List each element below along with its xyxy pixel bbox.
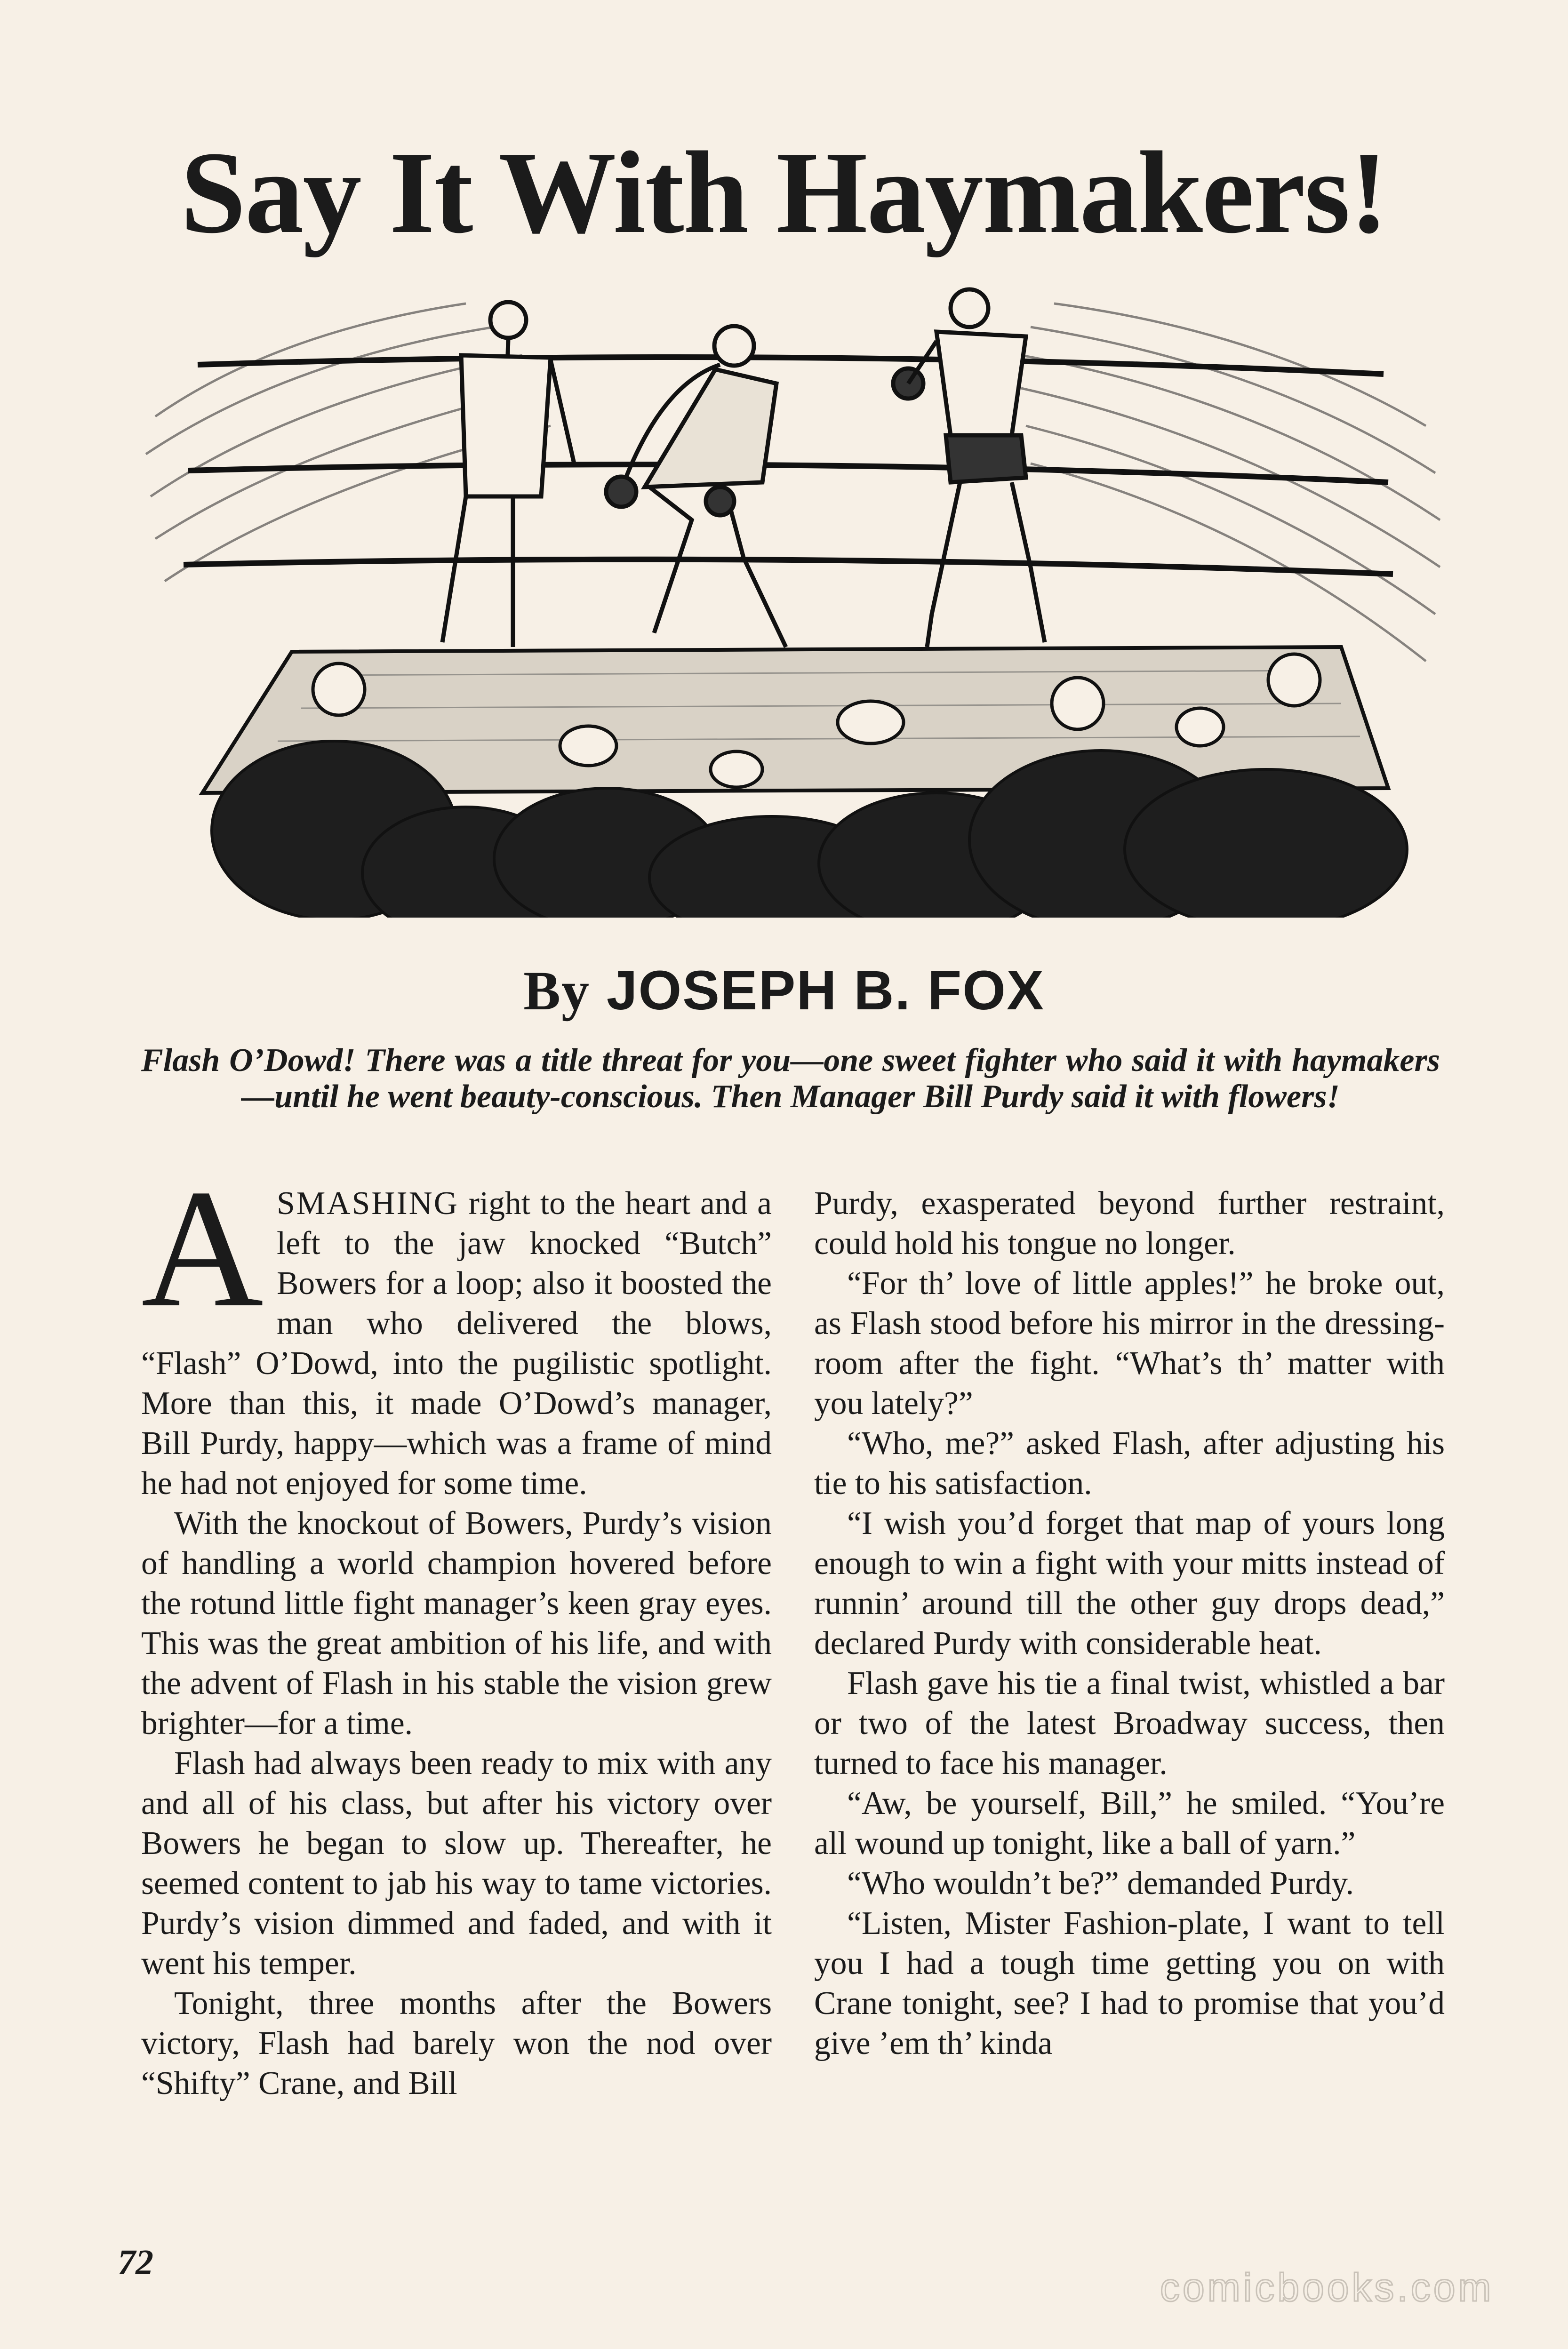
- right-column: [814, 1183, 1445, 2063]
- page-number: 72: [118, 2243, 153, 2282]
- paragraph-text: right to the heart and a left to the jaw knocked “Butch” Bowers for a loop; also it boosted the man who delivered the blows, “Flash” O’Dowd, into the pugilistic spotlight. More than this, it made O’Dowd’s manager, Bill Purdy, happy—which was a frame of mind he had not enjoyed for some time.: [141, 1185, 772, 1502]
- byline-prefix: By: [523, 960, 591, 1022]
- author-byline: [0, 955, 1568, 1026]
- paragraph: Flash had always been ready to mix with any and all of his class, but after his victory over Bowers he began to slow up. Thereafter, he seemed content to jab his way to tame victories. Purdy’s vision dimmed and faded, and with it went his temper.: [141, 1745, 772, 1981]
- boxing-ring-illustration: [136, 275, 1445, 918]
- paragraph: “Listen, Mister Fashion-plate, I want to tell you I had a tough time getting you on with Crane tonight, see? I had to promise that you’d give ’em th’ kinda: [814, 1905, 1445, 2061]
- left-column: [141, 1154, 772, 2103]
- paragraph: [141, 1154, 772, 1503]
- article-blurb: Flash O’Dowd! There was a title threat for you—one sweet fighter who said it with haymakers—until he went beauty-conscious. Then Manager Bill Purdy said it with flowers!: [141, 1042, 1440, 1115]
- paragraph: “I wish you’d forget that map of yours long enough to win a fight with your mitts instead of runnin’ around till the other guy drops dead,” declared Purdy with considerable heat.: [814, 1505, 1445, 1662]
- article-title: Say It With Haymakers!: [180, 128, 1388, 258]
- paragraph: Purdy, exasperated beyond further restraint, could hold his tongue no longer.: [814, 1185, 1445, 1262]
- paragraph: “Who wouldn’t be?” demanded Purdy.: [847, 1865, 1354, 1902]
- paragraph: Flash gave his tie a final twist, whistled a bar or two of the latest Broadway success, then turned to face his manager.: [814, 1665, 1445, 1782]
- author-name: JOSEPH B. FOX: [606, 959, 1045, 1022]
- drop-cap: A: [141, 1154, 264, 1342]
- opening-smallcaps: SMASHING: [276, 1185, 459, 1222]
- paragraph: “Who, me?” asked Flash, after adjusting his tie to his satisfaction.: [814, 1425, 1445, 1502]
- paragraph: “For th’ love of little apples!” he broke out, as Flash stood before his mirror in the dressing-room after the fight. “What’s th’ matter with you lately?”: [814, 1265, 1445, 1422]
- watermark: comicbooks.com: [1160, 2265, 1494, 2309]
- paragraph: With the knockout of Bowers, Purdy’s vision of handling a world champion hovered before the rotund little fight manager’s keen gray eyes. This was the great ambition of his life, and with the advent of Flash in his stable the vision grew brighter—for a time.: [141, 1505, 772, 1742]
- paragraph: “Aw, be yourself, Bill,” he smiled. “You’re all wound up tonight, like a ball of yarn.”: [814, 1785, 1445, 1862]
- paragraph: Tonight, three months after the Bowers victory, Flash had barely won the nod over “Shifty” Crane, and Bill: [141, 1985, 772, 2101]
